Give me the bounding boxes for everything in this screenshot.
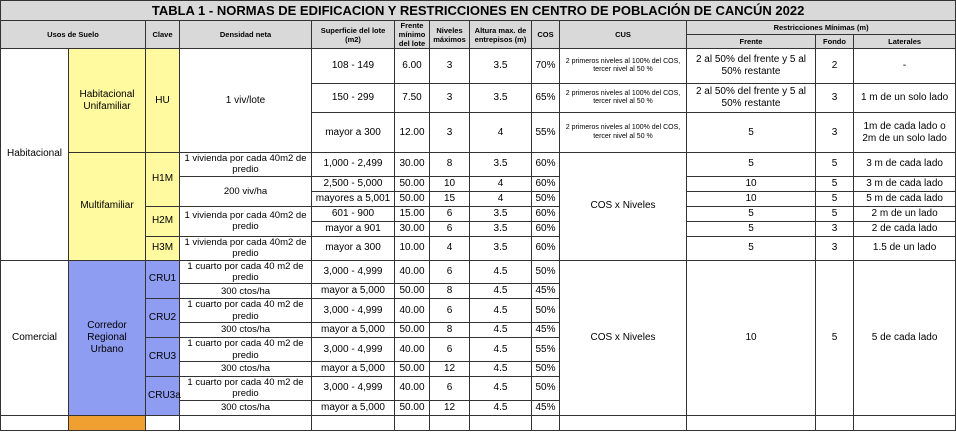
header-altura: Altura max. de entrepisos (m) [470, 21, 532, 49]
niveles-cell: 6 [430, 299, 470, 323]
cos-cell: 50% [532, 299, 560, 323]
frente-cell: 5 [687, 221, 816, 236]
group-multifamiliar: Multifamiliar [69, 153, 146, 261]
altura-cell: 4.5 [470, 338, 532, 362]
cos-cell: 50% [532, 361, 560, 376]
frente-minimo-cell: 6.00 [395, 49, 430, 84]
laterales-cell: 3 m de cada lado [854, 153, 956, 177]
fondo-cell: 3 [816, 84, 854, 113]
cos-cell: 60% [532, 153, 560, 177]
altura-cell: 4.5 [470, 400, 532, 415]
frente-minimo-cell: 40.00 [395, 376, 430, 400]
empty-cell [532, 415, 560, 430]
fondo-cell: 3 [816, 236, 854, 260]
cos-cell: 60% [532, 236, 560, 260]
clave-cell: H2M [146, 206, 180, 236]
group-comercial: Comercial [1, 260, 69, 415]
empty-cell [687, 415, 816, 430]
header-fondo: Fondo [816, 35, 854, 49]
frente-cell: 10 [687, 260, 816, 415]
altura-cell: 3.5 [470, 153, 532, 177]
niveles-cell: 12 [430, 400, 470, 415]
frente-minimo-cell: 30.00 [395, 221, 430, 236]
fondo-cell: 2 [816, 49, 854, 84]
superficie-cell: mayores a 5,001 [312, 191, 395, 206]
superficie-cell: 601 - 900 [312, 206, 395, 221]
cus-cell: 2 primeros niveles al 100% del COS, tercer nivel al 50 % [560, 49, 687, 84]
densidad-cell: 1 cuarto por cada 40 m2 de predio [180, 299, 312, 323]
densidad-cell: 300 ctos/ha [180, 361, 312, 376]
cos-cell: 65% [532, 84, 560, 113]
frente-cell: 5 [687, 113, 816, 153]
cos-cell: 55% [532, 113, 560, 153]
laterales-cell: 1.5 de un lado [854, 236, 956, 260]
laterales-cell: 1 m de un solo lado [854, 84, 956, 113]
cos-cell: 60% [532, 206, 560, 221]
altura-cell: 4 [470, 191, 532, 206]
superficie-cell: mayor a 5,000 [312, 284, 395, 299]
superficie-cell: 1,000 - 2,499 [312, 153, 395, 177]
fondo-cell: 5 [816, 176, 854, 191]
fondo-cell: 5 [816, 260, 854, 415]
altura-cell: 4.5 [470, 323, 532, 338]
clave-cell: H3M [146, 236, 180, 260]
empty-cell [560, 415, 687, 430]
empty-cell [430, 415, 470, 430]
superficie-cell: mayor a 5,000 [312, 323, 395, 338]
empty-cell [816, 415, 854, 430]
clave-cell: H1M [146, 153, 180, 207]
niveles-cell: 12 [430, 361, 470, 376]
frente-cell: 10 [687, 176, 816, 191]
frente-minimo-cell: 50.00 [395, 323, 430, 338]
niveles-cell: 4 [430, 236, 470, 260]
header-usos: Usos de Suelo [1, 21, 146, 49]
empty-cell [312, 415, 395, 430]
frente-minimo-cell: 15.00 [395, 206, 430, 221]
header-cus: CUS [560, 21, 687, 49]
frente-cell: 10 [687, 191, 816, 206]
niveles-cell: 10 [430, 176, 470, 191]
densidad-cell: 300 ctos/ha [180, 323, 312, 338]
niveles-cell: 6 [430, 260, 470, 284]
header-row [1, 21, 956, 35]
niveles-cell: 3 [430, 49, 470, 84]
niveles-cell: 8 [430, 153, 470, 177]
header-densidad: Densidad neta [180, 21, 312, 49]
niveles-cell: 6 [430, 376, 470, 400]
altura-cell: 4.5 [470, 299, 532, 323]
densidad-cell: 1 vivienda por cada 40m2 de predio [180, 206, 312, 236]
frente-minimo-cell: 50.00 [395, 191, 430, 206]
clave-cell: HU [146, 49, 180, 153]
niveles-cell: 6 [430, 206, 470, 221]
laterales-cell: 2 de cada lado [854, 221, 956, 236]
header-niveles: Niveles máximos [430, 21, 470, 49]
superficie-cell: 3,000 - 4,999 [312, 376, 395, 400]
empty-cell [146, 415, 180, 430]
niveles-cell: 3 [430, 84, 470, 113]
frente-minimo-cell: 10.00 [395, 236, 430, 260]
empty-cell [470, 415, 532, 430]
densidad-cell: 300 ctos/ha [180, 284, 312, 299]
laterales-cell: 5 de cada lado [854, 260, 956, 415]
frente-minimo-cell: 7.50 [395, 84, 430, 113]
group-corredor: Corredor Regional Urbano [69, 260, 146, 415]
altura-cell: 4.5 [470, 284, 532, 299]
frente-minimo-cell: 12.00 [395, 113, 430, 153]
group-unifamiliar: Habitacional Unifamiliar [69, 49, 146, 153]
superficie-cell: 3,000 - 4,999 [312, 338, 395, 362]
niveles-cell: 15 [430, 191, 470, 206]
superficie-cell: 3,000 - 4,999 [312, 299, 395, 323]
frente-minimo-cell: 50.00 [395, 400, 430, 415]
fondo-cell: 3 [816, 113, 854, 153]
fondo-cell: 5 [816, 191, 854, 206]
altura-cell: 3.5 [470, 206, 532, 221]
fondo-cell: 5 [816, 153, 854, 177]
superficie-cell: mayor a 300 [312, 113, 395, 153]
densidad-cell: 1 cuarto por cada 40 m2 de predio [180, 260, 312, 284]
altura-cell: 4.5 [470, 361, 532, 376]
cus-cell: COS x Niveles [560, 153, 687, 261]
altura-cell: 4.5 [470, 260, 532, 284]
header-restricciones: Restricciones Mínimas (m) [687, 21, 956, 35]
altura-cell: 3.5 [470, 221, 532, 236]
densidad-cell: 300 ctos/ha [180, 400, 312, 415]
densidad-cell: 1 cuarto por cada 40 m2 de predio [180, 376, 312, 400]
laterales-cell: - [854, 49, 956, 84]
densidad-cell: 200 viv/ha [180, 176, 312, 206]
superficie-cell: mayor a 5,000 [312, 400, 395, 415]
cos-cell: 45% [532, 400, 560, 415]
laterales-cell: 5 m de cada lado [854, 191, 956, 206]
frente-minimo-cell: 50.00 [395, 361, 430, 376]
densidad-cell: 1 cuarto por cada 40 m2 de predio [180, 338, 312, 362]
table-row [1, 415, 956, 430]
header-superficie: Superficie del lote (m2) [312, 21, 395, 49]
title-row [1, 1, 956, 21]
superficie-cell: mayor a 901 [312, 221, 395, 236]
cos-cell: 45% [532, 284, 560, 299]
altura-cell: 3.5 [470, 84, 532, 113]
table-title: TABLA 1 - NORMAS DE EDIFICACION Y RESTRICCIONES EN CENTRO DE POBLACIÓN DE CANCÚN 2022 [1, 1, 956, 21]
frente-cell: 5 [687, 153, 816, 177]
superficie-cell: 150 - 299 [312, 84, 395, 113]
superficie-cell: 3,000 - 4,999 [312, 260, 395, 284]
clave-cell: CRU2 [146, 299, 180, 338]
cos-cell: 60% [532, 176, 560, 191]
altura-cell: 4 [470, 113, 532, 153]
frente-minimo-cell: 40.00 [395, 299, 430, 323]
frente-minimo-cell: 50.00 [395, 284, 430, 299]
niveles-cell: 8 [430, 284, 470, 299]
header-laterales: Laterales [854, 35, 956, 49]
laterales-cell: 3 m de cada lado [854, 176, 956, 191]
table-row [1, 49, 956, 84]
superficie-cell: 2,500 - 5,000 [312, 176, 395, 191]
empty-cell [395, 415, 430, 430]
cos-cell: 50% [532, 376, 560, 400]
empty-cell [180, 415, 312, 430]
niveles-cell: 8 [430, 323, 470, 338]
frente-minimo-cell: 50.00 [395, 176, 430, 191]
frente-minimo-cell: 30.00 [395, 153, 430, 177]
cos-cell: 50% [532, 191, 560, 206]
altura-cell: 3.5 [470, 236, 532, 260]
frente-cell: 2 al 50% del frente y 5 al 50% restante [687, 84, 816, 113]
empty-cell [1, 415, 69, 430]
laterales-cell: 2 m de un lado [854, 206, 956, 221]
cus-cell: COS x Niveles [560, 260, 687, 415]
altura-cell: 3.5 [470, 49, 532, 84]
superficie-cell: mayor a 5,000 [312, 361, 395, 376]
frente-minimo-cell: 40.00 [395, 338, 430, 362]
cos-cell: 60% [532, 221, 560, 236]
clave-cell: CRU3 [146, 338, 180, 377]
altura-cell: 4 [470, 176, 532, 191]
group-habitacional: Habitacional [1, 49, 69, 261]
cos-cell: 55% [532, 338, 560, 362]
niveles-cell: 6 [430, 338, 470, 362]
cos-cell: 45% [532, 323, 560, 338]
header-clave: Clave [146, 21, 180, 49]
cus-cell: 2 primeros niveles al 100% del COS, tercer nivel al 50 % [560, 113, 687, 153]
cos-cell: 70% [532, 49, 560, 84]
header-frente-minimo: Frente mínimo del lote [395, 21, 430, 49]
clave-cell: CRU3a [146, 376, 180, 415]
fondo-cell: 5 [816, 206, 854, 221]
altura-cell: 4.5 [470, 376, 532, 400]
densidad-cell: 1 vivienda por cada 40m2 de predio [180, 153, 312, 177]
clave-cell: CRU1 [146, 260, 180, 299]
frente-cell: 5 [687, 236, 816, 260]
empty-cell [854, 415, 956, 430]
cos-cell: 50% [532, 260, 560, 284]
laterales-cell: 1m de cada lado o 2m de un solo lado [854, 113, 956, 153]
frente-cell: 5 [687, 206, 816, 221]
header-cos: COS [532, 21, 560, 49]
frente-cell: 2 al 50% del frente y 5 al 50% restante [687, 49, 816, 84]
densidad-cell: 1 vivienda por cada 40m2 de predio [180, 236, 312, 260]
cus-cell: 2 primeros niveles al 100% del COS, tercer nivel al 50 % [560, 84, 687, 113]
header-frente: Frente [687, 35, 816, 49]
superficie-cell: 108 - 149 [312, 49, 395, 84]
densidad-cell: 1 viv/lote [180, 49, 312, 153]
frente-minimo-cell: 40.00 [395, 260, 430, 284]
niveles-cell: 6 [430, 221, 470, 236]
superficie-cell: mayor a 300 [312, 236, 395, 260]
fondo-cell: 3 [816, 221, 854, 236]
niveles-cell: 3 [430, 113, 470, 153]
next-group-swatch [69, 415, 146, 430]
